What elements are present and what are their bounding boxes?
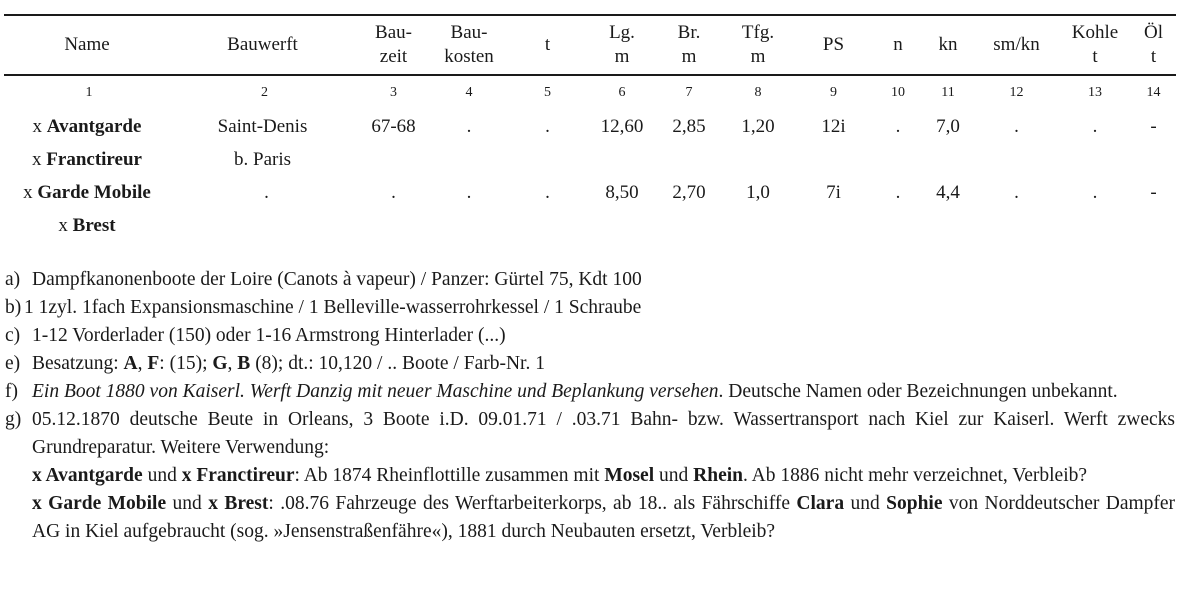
note-label: g) (5, 409, 22, 430)
column-number: 8 (754, 85, 762, 100)
ship-data-table (4, 14, 1176, 242)
table-cell: b. Paris (234, 148, 291, 170)
note-g (5, 406, 1175, 462)
table-cell: . (466, 115, 472, 137)
table-cell (432, 209, 506, 242)
ship-name: Franctireur (46, 148, 142, 170)
table-cell (922, 209, 974, 242)
note-c (5, 322, 1175, 350)
column-number: 10 (891, 85, 905, 100)
table-cell: 4,4 (936, 181, 960, 203)
note-label: a) (5, 269, 21, 290)
table-cell (355, 209, 432, 242)
column-number: 2 (261, 85, 268, 100)
table-cell (655, 209, 723, 242)
table-cell (974, 209, 1059, 242)
header-name: Name (4, 15, 170, 75)
table-cell: . (895, 181, 901, 203)
table-cell: . (545, 115, 550, 137)
column-number: 6 (618, 85, 626, 100)
table-cell (1131, 209, 1176, 242)
note-label: b) (5, 297, 22, 318)
table-cell (1059, 209, 1131, 242)
header-bauzeit: Bau- zeit (355, 15, 432, 75)
table-cell: . (545, 181, 550, 203)
table-cell: 1,20 (741, 115, 775, 137)
table-cell: . (1014, 115, 1019, 137)
column-number: 14 (1146, 85, 1161, 100)
column-number: 9 (830, 85, 837, 100)
ship-name: Garde Mobile (37, 181, 151, 203)
header-smkn: sm/kn (974, 15, 1059, 75)
table-cell (974, 143, 1059, 176)
header-ps: PS (793, 15, 874, 75)
note-g-paragraph-2: x Garde Mobile und x Brest: .08.76 Fahrzeuge des Werftarbeiterkorps, ab 18.. als Fährschiffe Clara und Sophie von Norddeutscher Dampfer AG in Kiel aufgebraucht (sog. »Jensenstraßenfähre«), 1881 durch Neubauten ersetzt, Verbleib? (32, 493, 1176, 542)
table-row-franctireur (4, 143, 1176, 176)
note-text: Dampfkanonenboote der Loire (Canots à vapeur) / Panzer: Gürtel 75, Kdt 100 (32, 269, 642, 290)
table-cell (793, 143, 874, 176)
column-number-row (4, 75, 1176, 110)
table-cell (793, 209, 874, 242)
table-cell: . (264, 181, 269, 203)
header-oel: Öl t (1131, 15, 1176, 75)
table-cell: 2,70 (672, 181, 706, 203)
note-b (5, 294, 1175, 322)
table-cell (922, 143, 974, 176)
column-number: 12 (1009, 85, 1024, 100)
column-number: 7 (685, 85, 693, 100)
header-br: Br. m (655, 15, 723, 75)
column-number: 1 (85, 85, 93, 100)
header-bauwerft: Bauwerft (170, 15, 355, 75)
table-cell (655, 143, 723, 176)
table-cell: - (1150, 181, 1157, 203)
table-cell: . (391, 181, 396, 203)
column-number: 5 (544, 85, 551, 100)
table-cell (506, 209, 589, 242)
table-cell (874, 143, 922, 176)
table-cell: 1,0 (746, 181, 770, 203)
ship-name-cell: x Franctireur (32, 148, 142, 170)
column-number: 3 (390, 85, 397, 100)
table-cell (589, 143, 655, 176)
ship-name-cell: x Garde Mobile (23, 181, 151, 203)
ship-name-cell: x Avantgarde (32, 115, 142, 137)
table-cell (589, 209, 655, 242)
table-cell (1059, 143, 1131, 176)
table-row-garde-mobile (4, 176, 1176, 209)
table-cell: 8,50 (605, 181, 639, 203)
table-cell: . (466, 181, 472, 203)
column-number: 13 (1088, 85, 1102, 100)
note-text: 1 1zyl. 1fach Expansionsmaschine / 1 Belleville-wasserrohrkessel / 1 Schraube (24, 297, 642, 318)
table-cell (874, 209, 922, 242)
table-header-row (4, 15, 1176, 75)
column-number: 11 (941, 85, 955, 100)
table-cell: 2,85 (672, 115, 706, 137)
ship-name: Avantgarde (46, 115, 142, 137)
note-g-paragraph-1: x Avantgarde und x Franctireur: Ab 1874 Rheinflottille zusammen mit Mosel und Rhein. Ab 1886 nicht mehr verzeichnet, Verbleib? (32, 465, 1088, 486)
header-tfg: Tfg. m (723, 15, 793, 75)
table-cell: . (1092, 115, 1098, 137)
table-cell: 12i (821, 115, 846, 137)
note-text: 05.12.1870 deutsche Beute in Orleans, 3 Boote i.D. 09.01.71 / .03.71 Bahn- bzw. Wassertransport nach Kiel zur Kaiserl. Werft zwecks Grundreparatur. Weitere Verwendung: (32, 409, 1175, 458)
table-cell: 67-68 (371, 115, 416, 137)
note-label: c) (5, 325, 21, 346)
ship-name-cell: x Brest (58, 214, 116, 236)
table-cell (506, 143, 589, 176)
header-baukosten: Bau- kosten (432, 15, 506, 75)
table-cell: Saint-Denis (217, 115, 308, 137)
table-cell: . (1092, 181, 1098, 203)
table-row-avantgarde (4, 110, 1176, 143)
table-cell (170, 209, 355, 242)
table-row-brest (4, 209, 1176, 242)
header-t: t (506, 15, 589, 75)
note-label: f) (5, 381, 18, 402)
table-cell: 7i (826, 181, 841, 203)
table-cell: . (1014, 181, 1019, 203)
note-a (5, 266, 1175, 294)
note-label: e) (5, 353, 21, 374)
table-cell (723, 209, 793, 242)
note-f (5, 378, 1175, 406)
notes-section (5, 266, 1175, 546)
table-cell (432, 143, 506, 176)
ship-name: Brest (72, 214, 116, 236)
header-lg: Lg. m (589, 15, 655, 75)
header-n: n (874, 15, 922, 75)
table-cell: . (895, 115, 901, 137)
note-text: Ein Boot 1880 von Kaiserl. Werft Danzig mit neuer Maschine und Beplankung versehen. Deutsche Namen oder Bezeichnungen unbekannt. (32, 381, 1118, 402)
table-cell (355, 143, 432, 176)
header-kn: kn (922, 15, 974, 75)
table-cell (723, 143, 793, 176)
table-cell: - (1150, 115, 1157, 137)
column-number: 4 (465, 85, 473, 100)
table-cell (1131, 143, 1176, 176)
header-kohle: Kohle t (1059, 15, 1131, 75)
note-text: Besatzung: A, F: (15); G, B (8); dt.: 10,120 / .. Boote / Farb-Nr. 1 (32, 353, 545, 374)
table-cell: 7,0 (936, 115, 960, 137)
table-cell: 12,60 (600, 115, 644, 137)
note-text: 1-12 Vorderlader (150) oder 1-16 Armstrong Hinterlader (...) (32, 325, 506, 346)
note-e (5, 350, 1175, 378)
